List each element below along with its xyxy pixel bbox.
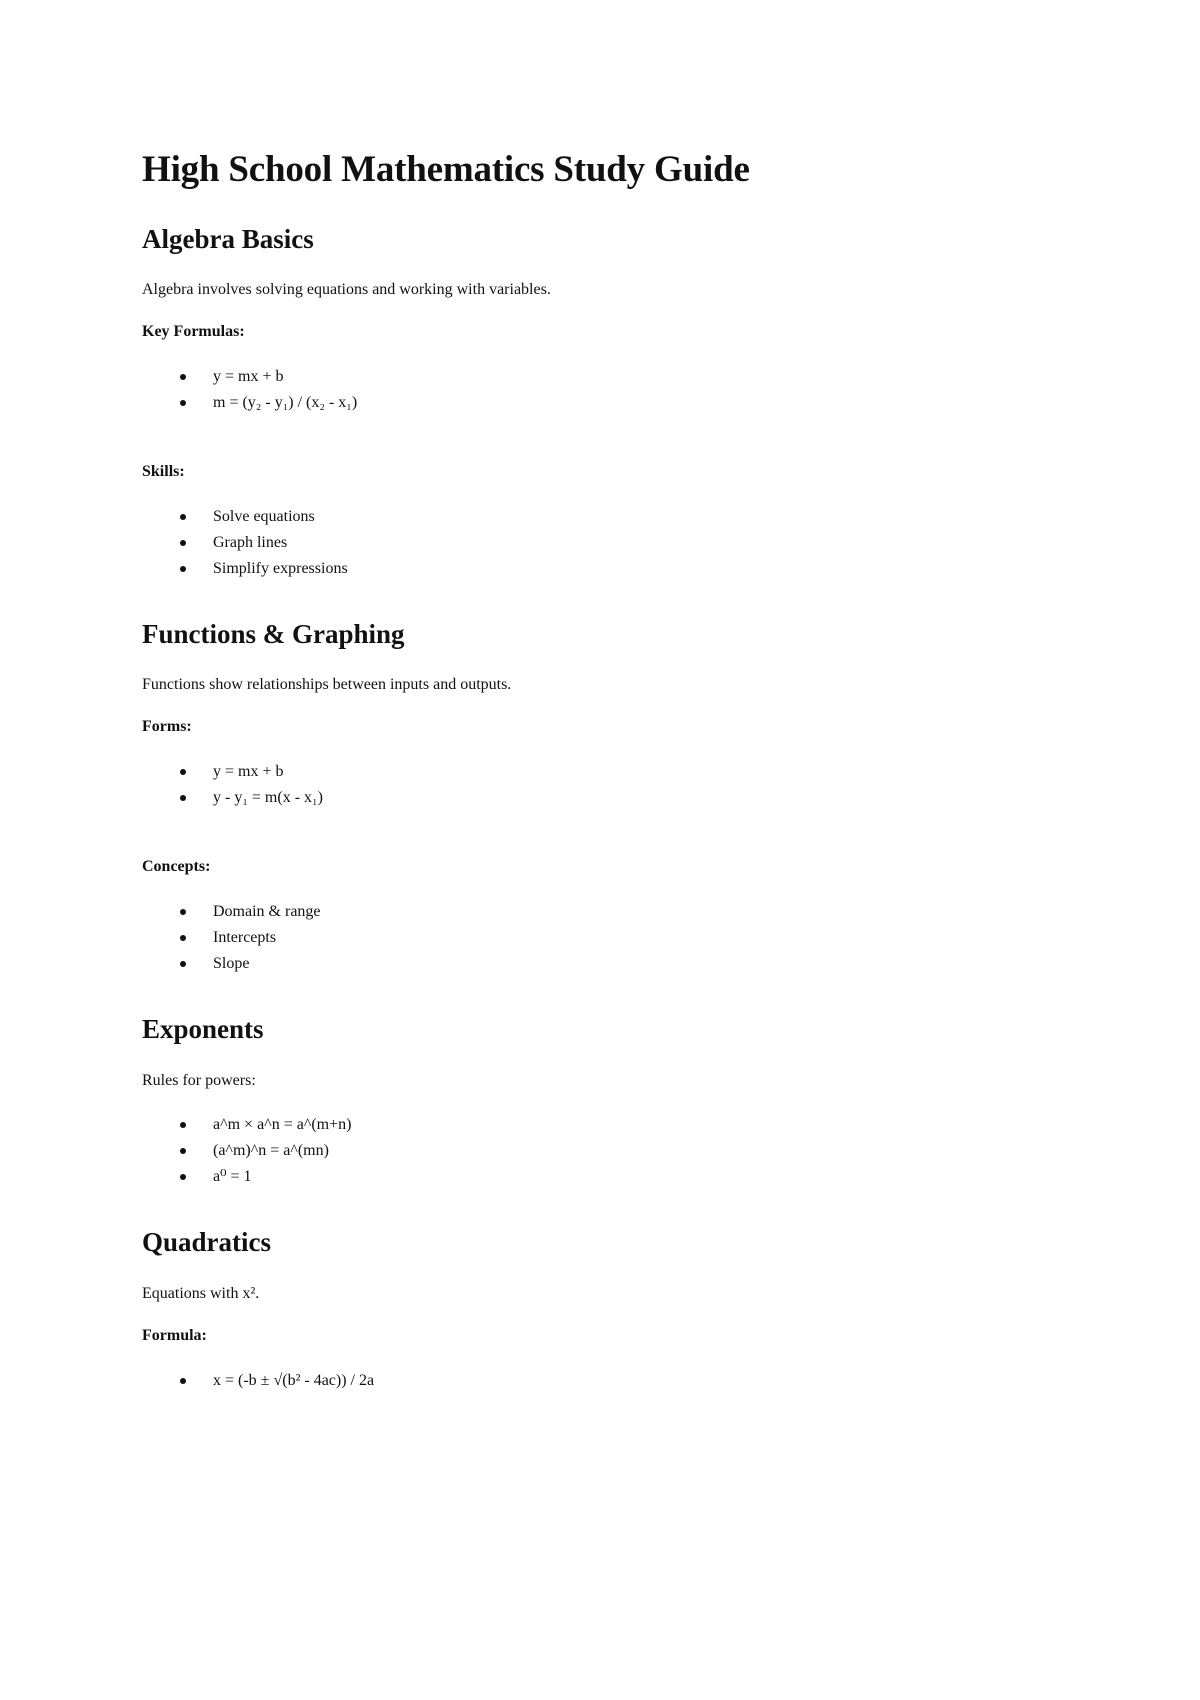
group-label: Skills:: [142, 462, 185, 480]
group-label: Formula:: [142, 1326, 207, 1344]
bullet-icon: [180, 935, 186, 941]
section-intro: Equations with x².: [142, 1285, 260, 1303]
exponent-rules-list: [142, 1112, 1200, 1190]
bullet-icon: [180, 566, 186, 572]
list-item: [142, 390, 1200, 416]
list-item: [142, 1164, 1200, 1190]
list-item: [142, 785, 1200, 811]
list-item-text: a⁰ = 1: [213, 1168, 252, 1186]
formula-list: [142, 364, 1200, 416]
section-quadratics: [142, 1228, 1200, 1393]
bullet-icon: [180, 514, 186, 520]
list-item-text: y = mx + b: [213, 763, 284, 781]
section-heading: Quadratics: [142, 1227, 272, 1258]
list-item-text: Solve equations: [213, 507, 315, 525]
group-label: Forms:: [142, 718, 192, 736]
bullet-icon: [180, 400, 186, 406]
group-label: Key Formulas:: [142, 323, 245, 341]
bullet-icon: [180, 1378, 186, 1384]
list-item: [142, 530, 1200, 556]
list-item: [142, 1138, 1200, 1164]
concepts-list: [142, 899, 1200, 977]
list-item: [142, 364, 1200, 390]
section-intro: Functions show relationships between inputs and outputs.: [142, 676, 512, 694]
section-exponents: [142, 1015, 1200, 1228]
section-intro: Algebra involves solving equations and working with variables.: [142, 281, 551, 299]
list-item-text: Simplify expressions: [213, 559, 348, 577]
list-item-text: Graph lines: [213, 533, 288, 551]
section-algebra-basics: [142, 225, 1200, 620]
forms-list: [142, 759, 1200, 811]
list-item-text: m = (y₂ - y₁) / (x₂ - x₁): [213, 393, 358, 411]
section-heading: Functions & Graphing: [142, 618, 405, 649]
group-label: Concepts:: [142, 858, 211, 876]
list-item: [142, 899, 1200, 925]
section-intro: Rules for powers:: [142, 1071, 256, 1089]
list-item: [142, 759, 1200, 785]
skills-list: [142, 504, 1200, 582]
list-item: [142, 556, 1200, 582]
bullet-icon: [180, 1148, 186, 1154]
list-item-text: a^m × a^n = a^(m+n): [213, 1116, 352, 1134]
quadratic-formula-list: [142, 1368, 1200, 1394]
bullet-icon: [180, 540, 186, 546]
list-item-text: Domain & range: [213, 902, 321, 920]
list-item: [142, 1368, 1200, 1394]
list-item-text: Intercepts: [213, 928, 277, 946]
bullet-icon: [180, 769, 186, 775]
bullet-icon: [180, 795, 186, 801]
list-item: [142, 1112, 1200, 1138]
list-item: [142, 925, 1200, 951]
section-heading: Algebra Basics: [142, 223, 314, 254]
list-item: [142, 951, 1200, 977]
section-functions-graphing: [142, 620, 1200, 1015]
list-item-text: y - y₁ = m(x - x₁): [213, 789, 323, 807]
list-item-text: x = (-b ± √(b² - 4ac)) / 2a: [213, 1371, 375, 1389]
list-item-text: y = mx + b: [213, 367, 284, 385]
bullet-icon: [180, 961, 186, 967]
section-heading: Exponents: [142, 1013, 264, 1044]
list-item-text: Slope: [213, 954, 250, 972]
list-item-text: (a^m)^n = a^(mn): [213, 1142, 329, 1160]
bullet-icon: [180, 909, 186, 915]
list-item: [142, 504, 1200, 530]
document-title: High School Mathematics Study Guide: [142, 149, 750, 190]
bullet-icon: [180, 1122, 186, 1128]
bullet-icon: [180, 374, 186, 380]
bullet-icon: [180, 1174, 186, 1180]
